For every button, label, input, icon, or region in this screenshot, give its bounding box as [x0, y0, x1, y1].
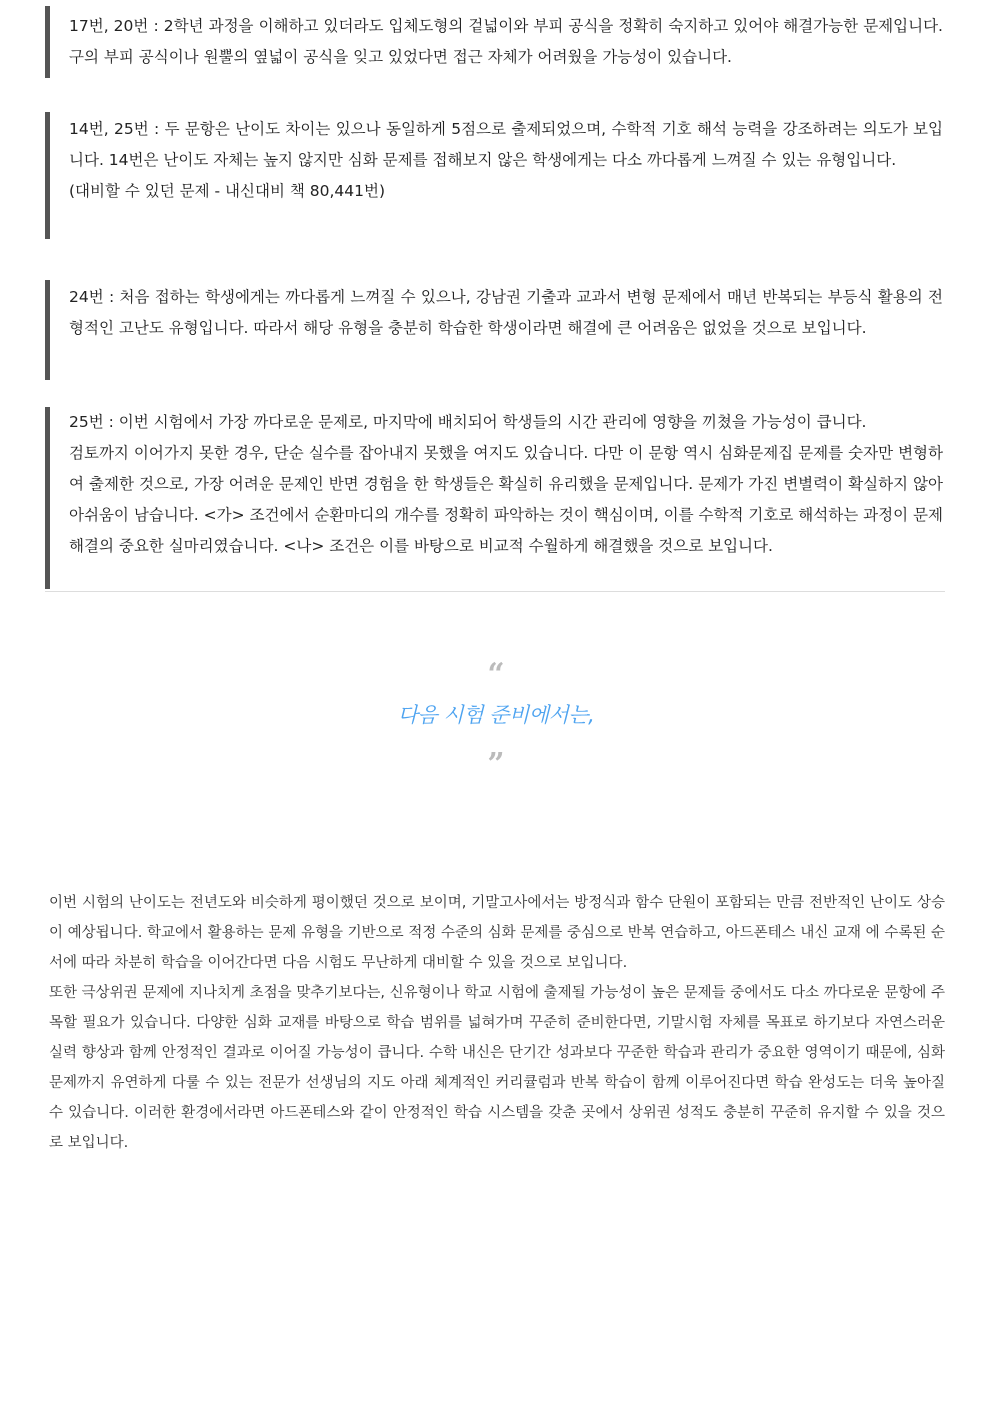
close-quote-icon: ” — [487, 747, 505, 782]
analysis-reference: (대비할 수 있던 문제 - 내신대비 책 80,441번) — [69, 182, 386, 200]
analysis-block-25 — [45, 407, 945, 589]
body-paragraph: 또한 극상위권 문제에 지나치게 초점을 맞추기보다는, 신유형이나 학교 시험에 출제될 가능성이 높은 문제들 중에서도 다소 까다로운 문항에 주목할 필요가 있습니다. 다양한 심화 교재를 바탕으로 학습 범위를 넓혀가며 꾸준히 준비한다면, 기말시험 자체를 목표로 하기보다 자연스러운 실력 향상과 함께 안정적인 결과로 이어질 가능성이 큽니다. 수학 내신은 단기간 성과보다 꾸준한 학습과 관리가 중요한 영역이기 때문에, 심화 문제까지 유연하게 다룰 수 있는 전문가 선생님의 지도 아래 체계적인 커리큘럼과 반복 학습이 함께 이루어진다면 학습 완성도는 더욱 높아질 수 있습니다. 이러한 환경에서라면 아드폰테스와 같이 안정적인 학습 시스템을 갖춘 곳에서 상위권 성적도 충분히 꾸준히 유지할 수 있을 것으로 보입니다. — [49, 985, 945, 1151]
analysis-text: 17번, 20번 : 2학년 과정을 이해하고 있더라도 입체도형의 겉넓이와 부피 공식을 정확히 숙지하고 있어야 해결가능한 문제입니다. 구의 부피 공식이나 원뿔의 옆넓이 공식을 잊고 있었다면 접근 자체가 어려웠을 가능성이 있습니다. — [69, 17, 943, 66]
analysis-block-14-25 — [45, 112, 945, 239]
analysis-text: 14번, 25번 : 두 문항은 난이도 차이는 있으나 동일하게 5점으로 출제되었으며, 수학적 기호 해석 능력을 강조하려는 의도가 보입니다. 14번은 난이도 자체는 높지 않지만 심화 문제를 접해보지 않은 학생에게는 다소 까다롭게 느껴질 수 있는 유형입니다. — [69, 120, 943, 169]
section-divider — [45, 591, 945, 592]
analysis-text: 24번 : 처음 접하는 학생에게는 까다롭게 느껴질 수 있으나, 강남권 기출과 교과서 변형 문제에서 매년 반복되는 부등식 활용의 전형적인 고난도 유형입니다. 따라서 해당 유형을 충분히 학습한 학생이라면 해결에 큰 어려움은 없었을 것으로 보입니다. — [69, 288, 943, 337]
conclusion-body — [49, 888, 945, 1158]
analysis-block-24 — [45, 280, 945, 380]
analysis-text: 검토까지 이어가지 못한 경우, 단순 실수를 잡아내지 못했을 여지도 있습니다. 다만 이 문항 역시 심화문제집 문제를 숫자만 변형하여 출제한 것으로, 가장 어려운 문제인 반면 경험을 한 학생들은 확실히 유리했을 문제입니다. 문제가 가진 변별력이 확실하지 않아 아쉬움이 남습니다. <가> 조건에서 순환마디의 개수를 정확히 파악하는 것이 핵심이며, 이를 수학적 기호로 해석하는 과정이 문제 해결의 중요한 실마리였습니다. <나> 조건은 이를 바탕으로 비교적 수월하게 해결했을 것으로 보입니다. — [69, 444, 943, 555]
analysis-block-17-20 — [45, 6, 945, 78]
quote-heading: 다음 시험 준비에서는, — [397, 703, 595, 727]
analysis-text: 25번 : 이번 시험에서 가장 까다로운 문제로, 마지막에 배치되어 학생들의 시간 관리에 영향을 끼쳤을 가능성이 큽니다. — [69, 413, 867, 431]
body-paragraph: 이번 시험의 난이도는 전년도와 비슷하게 평이했던 것으로 보이며, 기말고사에서는 방정식과 함수 단원이 포함되는 만큼 전반적인 난이도 상승이 예상됩니다. 학교에서 활용하는 문제 유형을 기반으로 적정 수준의 심화 문제를 중심으로 반복 연습하고, 아드폰테스 내신 교재 에 수록된 순서에 따라 차분히 학습을 이어간다면 다음 시험도 무난하게 대비할 수 있을 것으로 보입니다. — [49, 895, 945, 971]
open-quote-icon: “ — [487, 657, 505, 692]
